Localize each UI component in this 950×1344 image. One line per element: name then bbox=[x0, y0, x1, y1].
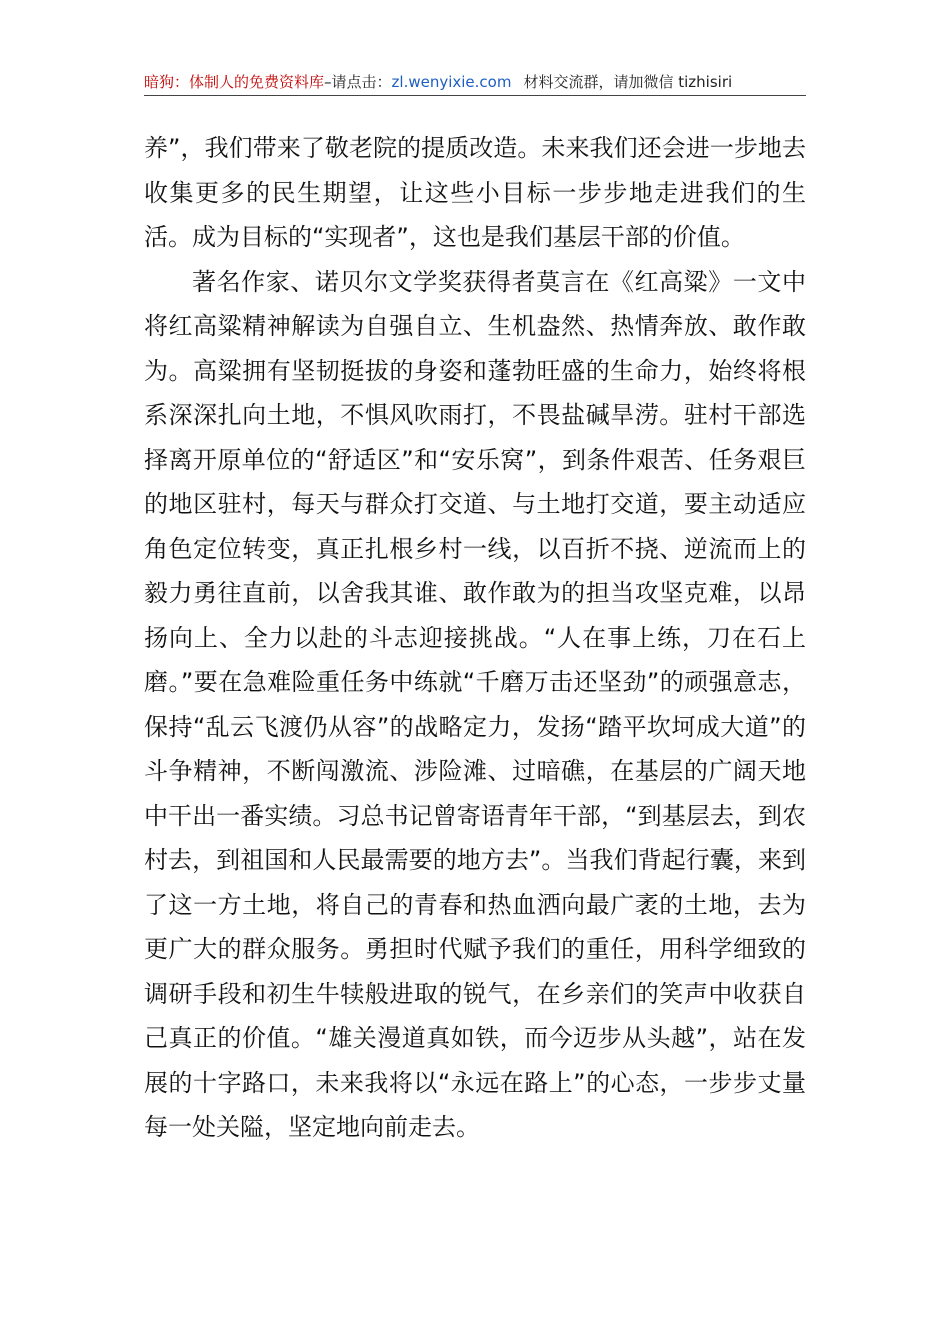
header-divider bbox=[144, 95, 806, 96]
document-body bbox=[144, 126, 806, 1150]
paragraph-continuation: 养”，我们带来了敬老院的提质改造。未来我们还会进一步地去收集更多的民生期望，让这些小目标一步步地走进我们的生活。成为目标的“实现者”，这也是我们基层干部的价值。 bbox=[144, 134, 806, 251]
page-header bbox=[144, 70, 806, 94]
header-prompt: –请点击： bbox=[324, 73, 392, 91]
header-link[interactable]: zl.wenyixie.com bbox=[391, 73, 512, 91]
header-brand: 暗狗：体制人的免费资料库 bbox=[144, 73, 325, 91]
paragraph-main: 著名作家、诺贝尔文学奖获得者莫言在《红高粱》一文中将红高粱精神解读为自强自立、生机盎然、热情奔放、敢作敢为。高粱拥有坚韧挺拔的身姿和蓬勃旺盛的生命力，始终将根系深深扎向土地，不惧风吹雨打，不畏盐碱旱涝。驻村干部选择离开原单位的“舒适区”和“安乐窝”，到条件艰苦、任务艰巨的地区驻村，每天与群众打交道、与土地打交道，要主动适应角色定位转变，真正扎根乡村一线，以百折不挠、逆流而上的毅力勇往直前，以舍我其谁、敢作敢为的担当攻坚克难，以昂扬向上、全力以赴的斗志迎接挑战。“人在事上练，刀在石上磨。”要在急难险重任务中练就“千磨万击还坚劲”的顽强意志，保持“乱云飞渡仍从容”的战略定力，发扬“踏平坎坷成大道”的斗争精神，不断闯激流、涉险滩、过暗礁，在基层的广阔天地中干出一番实绩。习总书记曾寄语青年干部，“到基层去，到农村去，到祖国和人民最需要的地方去”。当我们背起行囊，来到了这一方土地，将自己的青春和热血洒向最广袤的土地，去为更广大的群众服务。勇担时代赋予我们的重任，用科学细致的调研手段和初生牛犊般进取的锐气，在乡亲们的笑声中收获自己真正的价值。“雄关漫道真如铁，而今迈步从头越”，站在发展的十字路口，未来我将以“永远在路上”的心态，一步步丈量每一处关隘，坚定地向前走去。 bbox=[144, 267, 806, 1141]
header-contact: 材料交流群，请加微信 tizhisiri bbox=[523, 73, 733, 91]
